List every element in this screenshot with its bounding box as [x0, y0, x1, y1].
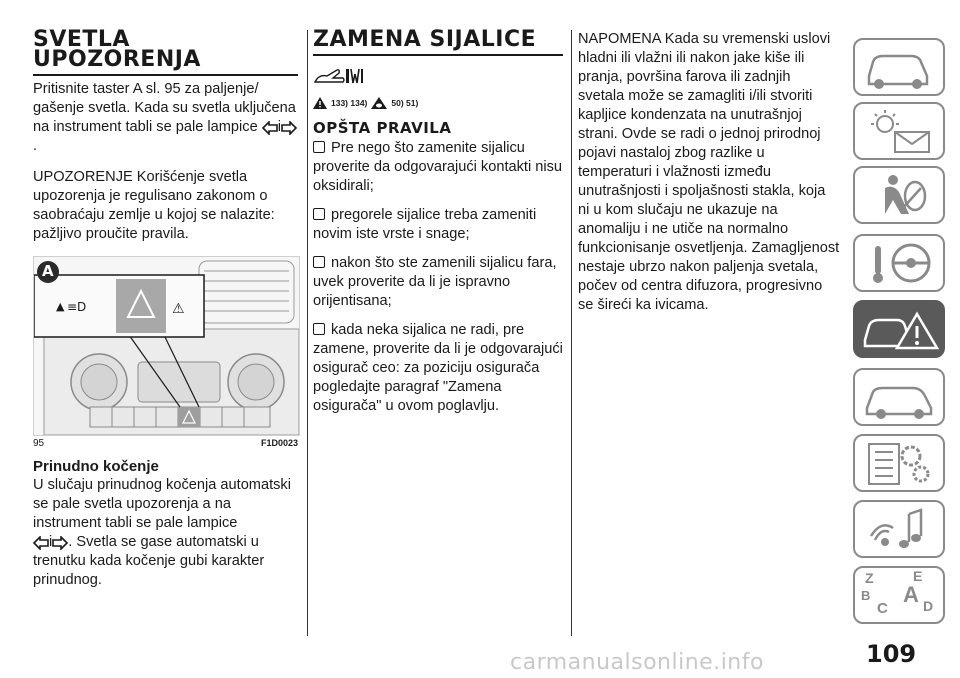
svg-text:≡D: ≡D	[67, 300, 87, 314]
sidebar-tab-emergency[interactable]	[853, 300, 945, 358]
column-divider-2	[571, 30, 572, 636]
car-side-icon	[855, 370, 943, 424]
turn-right-arrow-icon	[52, 536, 68, 550]
dashboard-illustration	[34, 257, 299, 435]
maintenance-icon	[855, 436, 943, 490]
turn-right-arrow-icon	[281, 121, 297, 135]
column-lights	[33, 27, 298, 602]
sidebar-tab-airbag[interactable]	[853, 166, 945, 224]
section-heading-bulb-replacement: ZAMENA SIJALICE	[313, 30, 563, 56]
paragraph-hazard-switch: Pritisnite taster A sl. 95 za paljenje/ gašenje svetla. Kada su svetla uključena na instrument tabli se pale lampice i.	[33, 81, 296, 154]
airbag-icon	[855, 168, 943, 222]
list-item: pregorele sijalice treba zameniti novim iste vrste i snage;	[313, 207, 537, 242]
bulb-symbol	[313, 64, 563, 91]
warning-references: 133) 134) 50) 51)	[313, 97, 563, 109]
column-bulb-replacement	[313, 27, 563, 426]
caution-hand-icon	[371, 97, 387, 109]
turn-left-arrow-icon	[262, 121, 278, 135]
car-icon	[855, 40, 943, 94]
warning-lights-icon	[855, 104, 943, 158]
figure-number: 95	[33, 438, 45, 449]
svg-text:⚠: ⚠	[172, 301, 185, 317]
figure-code: F1D0023	[260, 438, 298, 448]
section-heading-hazard-lights: SVETLA UPOZORENJA	[33, 30, 298, 76]
checkbox-bullet-icon	[313, 256, 325, 268]
checkbox-bullet-icon	[313, 323, 325, 335]
index-letter: B	[861, 588, 871, 603]
steering-icon	[855, 236, 943, 290]
index-letter: Z	[865, 570, 874, 586]
hand-bulb-icon	[313, 64, 365, 86]
checkbox-bullet-icon	[313, 208, 325, 220]
subheading-general-rules: OPŠTA PRAVILA	[313, 119, 452, 137]
paragraph-emergency-braking: U slučaju prinudnog kočenja automatski se pale svetla upozorenja a na instrument tabli se pale lampice i . Svetla se gase automatski u trenutku kada kočenje gubi karakter prinudnog.	[33, 477, 291, 588]
sidebar-tab-car-side[interactable]	[853, 368, 945, 426]
index-letter: C	[877, 600, 888, 617]
page-number: 109	[866, 640, 917, 668]
warning-triangle-icon	[313, 97, 327, 109]
index-letter: E	[913, 568, 923, 584]
column-divider-1	[307, 30, 308, 636]
figure-callout-a: A	[42, 262, 54, 280]
index-letter: D	[923, 598, 934, 614]
watermark-text: carmanualsonline.info	[510, 650, 764, 675]
sidebar-tab-index[interactable]	[853, 566, 945, 624]
checkbox-bullet-icon	[313, 141, 325, 153]
svg-text:▲: ▲	[56, 300, 65, 313]
sidebar-tab-maintenance[interactable]	[853, 434, 945, 492]
turn-left-arrow-icon	[33, 536, 49, 550]
sidebar-tab-steering[interactable]	[853, 234, 945, 292]
dashboard-hazard-figure	[33, 256, 300, 436]
index-letter: A	[903, 582, 919, 607]
subheading-emergency-braking: Prinudno kočenje	[33, 458, 159, 475]
list-item: kada neka sijalica ne radi, pre zamene, proverite da li je odgovarajući osigurač ceo: za poziciju osigurača pogledajte paragraf "Zamena osigurača" u ovom poglavlju.	[313, 322, 563, 414]
paragraph-warning-law: UPOZORENJE Korišćenje svetla upozorenja je regulisano zakonom o saobraćaju zemlje u kojoj se nalazite: pažljivo proučite pravila.	[33, 169, 275, 242]
sidebar-tab-car[interactable]	[853, 38, 945, 96]
sidebar-tab-multimedia[interactable]	[853, 500, 945, 558]
emergency-icon	[855, 302, 943, 356]
column-note	[578, 30, 840, 327]
figure-caption	[33, 438, 298, 449]
list-item: Pre nego što zamenite sijalicu proverite da odgovarajući kontakti nisu oksidirali;	[313, 140, 563, 194]
paragraph-condensation-note: NAPOMENA Kada su vremenski uslovi hladni ili vlažni ili nakon jake kiše ili pranja, površina farova ili zadnjih svetala može se zamagliti i/ili stvoriti kapljice kondenzata na unutrašnjoj strani. Ovde se radi o jednoj prirodnoj pojavi nastaloj zbog razlike u temperaturi i vlažnosti između unutrašnjosti i spoljašnosti stakla, koja ni u kom slučaju ne ukazuje na anomaliju i ne utiče na normalno funkcionisanje osvetljenja. Zamagljenost nestaje ubrzo nakon paljenja svetala, počev od centra difuzora, progresivno se šireći ka ivicama.	[578, 31, 840, 313]
list-item: nakon što ste zamenili sijalicu fara, uvek proverite da li je ispravno orijentisana;	[313, 255, 557, 309]
multimedia-icon	[855, 502, 943, 556]
sidebar-tab-warning-lights[interactable]	[853, 102, 945, 160]
